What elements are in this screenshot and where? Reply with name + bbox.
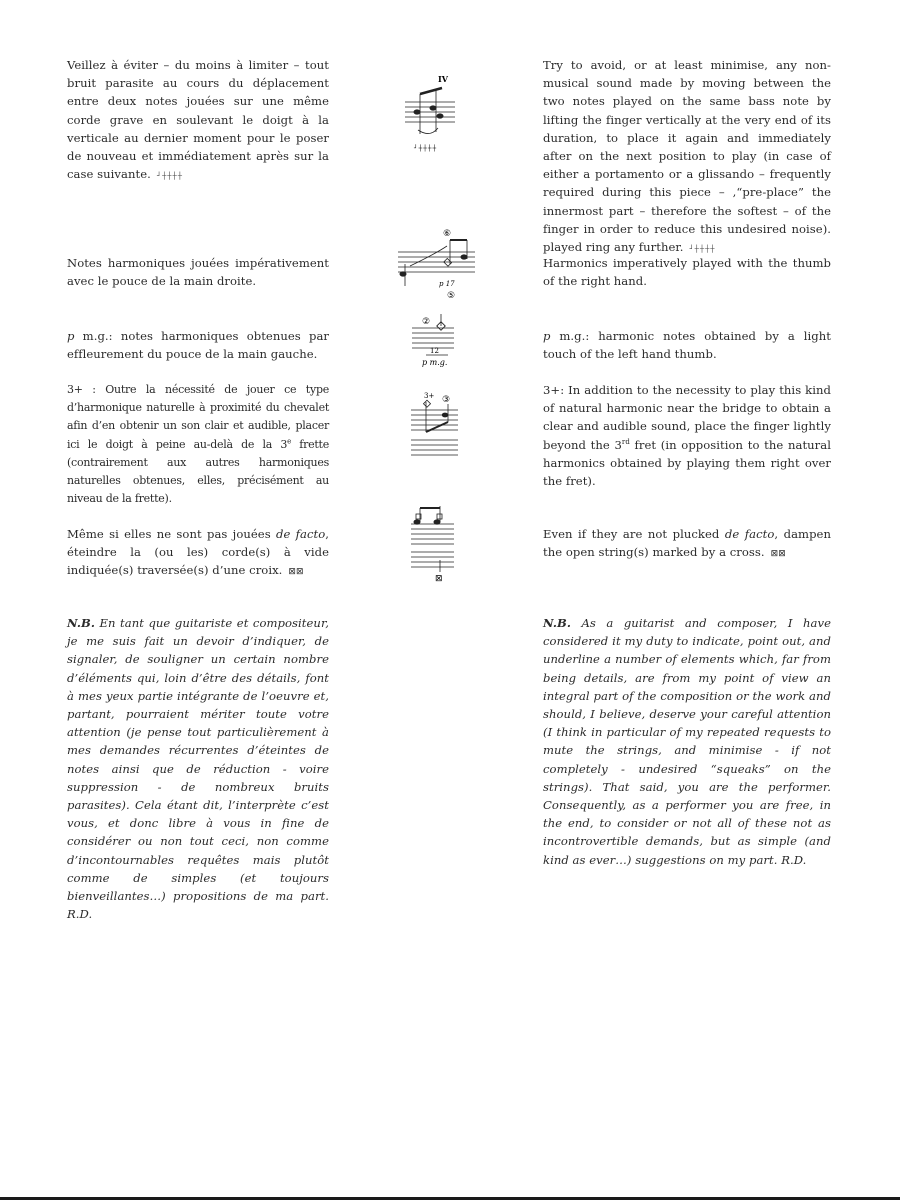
fr-note-left-thumb: p m.g.: notes harmoniques obtenues par effleurement du pouce de la main gauche. [67,329,329,362]
en-note-harmonics-thumb: Harmonics imperatively played with the thumb of the right hand. [543,256,831,289]
fr-note-dampen: Même si elles ne sont pas jouées de facto, éteindre la (ou les) corde(s) à vide indiquée(s) traversée(s) d’une croix. ⊠⊠ [67,527,329,578]
lift-mark-icon: ┘┼┼┼┼ [414,145,438,152]
en-note-left-thumb: p m.g.: harmonic notes obtained by a light touch of the left hand thumb. [543,329,831,362]
notation-figure-bridge-harmonic [408,388,463,458]
fr-note-lift-finger: Veillez à éviter – du moins à limiter – tout bruit parasite au cours du déplacement entre deux notes jouées sur une même corde grave en soulevant le doigt à la verticale au dernier moment pour le poser de nouveau et immédiatement après sur la case suivante. ┘┼┼┼┼ [67,58,329,182]
fret-label: 3+ [424,392,435,400]
position-label: IV [438,74,448,84]
fret-number: 12 [430,347,439,355]
lift-mark-icon: ┘┼┼┼┼ [689,245,716,254]
fingering-mark: p 17 [439,280,455,288]
fr-note-bridge-harmonic: 3+ : Outre la nécessité de jouer ce type d’harmonique naturelle à proximité du chevalet afin d’en obtenir un son clair et audible, placer ici le doigt à peine au-delà de la 3e frette (contrairement aux autres harmoniques naturelles obtenues, elles, précisément au niveau de la frette). [67,383,329,506]
cross-mark-icon: ⊠⊠ [770,549,786,560]
notation-figure-left-thumb [408,308,458,370]
lift-mark-icon: ┘┼┼┼┼ [156,172,183,181]
fr-note-harmonics-thumb: Notes harmoniques jouées impérativement avec le pouce de la main droite. [67,256,329,289]
string-number-top: ⑥ [443,229,452,239]
cross-mark-icon: ⊠ [435,574,443,584]
notation-figure-lift-finger [400,72,470,157]
en-note-lift-finger: Try to avoid, or at least minimise, any non-musical sound made by moving between the two notes played on the same bass note by lifting the finger vertically at the very end of its duration, to place it again and immediately after on the next position to play (in case of either a portamento or a glissando – frequently required during this piece – ,“pre-place” the innermost part – therefore the softest – of the finger in order to reduce this undesired noise). played ring any further. ┘┼┼┼┼ [543,58,831,255]
string-number: ② [422,317,431,327]
en-note-bridge-harmonic: 3+: In addition to the necessity to play this kind of natural harmonic near the bridge to obtain a clear and audible sound, place the finger lightly beyond the 3rd fret (in opposition to the natural harmonics obtained by playing them right over the fret). [543,383,831,489]
notation-figure-harmonics-thumb [395,224,480,304]
en-note-dampen: Even if they are not plucked de facto, dampen the open string(s) marked by a cross. ⊠⊠ [543,527,831,560]
fr-note-nb: N.B. En tant que guitariste et compositeur, je me suis fait un devoir d’indiquer, de signaler, de souligner un certain nombre d’éléments qui, loin d’être des détails, font à mes yeux partie intégrante de l’oeuvre et, partant, pourraient mériter toute votre attention (je pense tout particulièrement à mes demandes récurrentes d’éteintes de notes ainsi que de réduction - voire suppression - de nombreux bruits parasites). Cela étant dit, l’interprète c’est vous, et donc libre à vous in fine de considérer ou non tout ceci, non comme d’incontournables requêtes mais plutôt comme de simples (et toujours bienveillantes…) propositions de ma part. R.D. [67,616,329,922]
notation-figure-dampen [408,502,458,584]
string-number-bottom: ⑤ [447,291,456,301]
figure-caption: p m.g. [422,358,448,367]
en-note-nb: N.B. As a guitarist and composer, I have considered it my duty to indicate, point out, and underline a number of elements which, far from being details, are from my point of view an integral part of the composition or the work and should, I believe, deserve your careful attention (I think in particular of my repeated requests to mute the strings, and minimise - if not completely - undesired “squeaks” on the strings). That said, you are the performer. Consequently, as a performer you are free, in the end, to consider or not all of these not as incontrovertible demands, but as simple (and kind as ever…) suggestions on my part. R.D. [543,616,831,867]
string-number: ③ [442,395,451,405]
cross-mark-icon: ⊠⊠ [288,567,304,578]
